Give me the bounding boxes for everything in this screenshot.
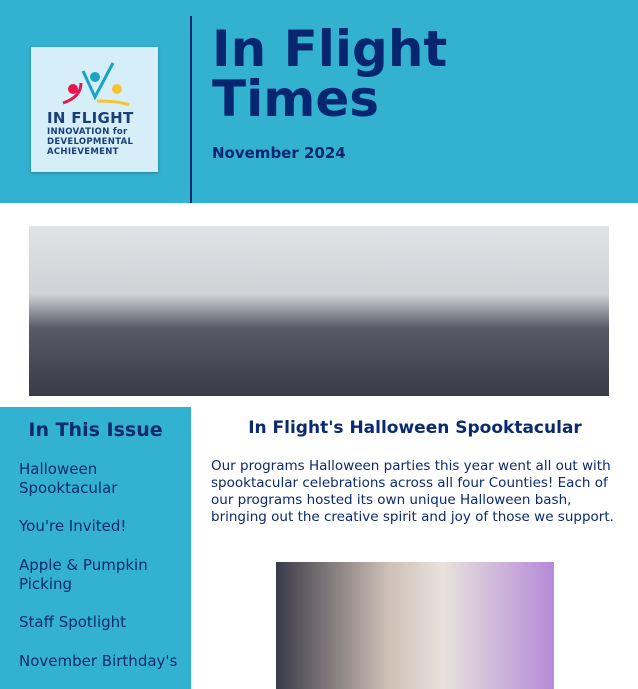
group-halloween-photo [29, 226, 609, 396]
issue-date: November 2024 [212, 144, 346, 162]
logo-figures-icon [61, 61, 131, 107]
in-flight-logo: IN FLIGHT INNOVATION for DEVELOPMENTAL ACHIEVEMENT [31, 47, 158, 172]
toc-item-halloween[interactable]: Halloween Spooktacular [19, 460, 118, 497]
toc-heading: In This Issue [28, 419, 163, 441]
article-heading: In Flight's Halloween Spooktacular [248, 418, 582, 438]
costume-group-photo [276, 562, 554, 689]
toc-item-apple-pumpkin[interactable]: Apple & Pumpkin Picking [19, 556, 148, 593]
toc-item-staff-spotlight[interactable]: Staff Spotlight [19, 613, 127, 631]
newsletter-title: In Flight Times [212, 20, 448, 128]
toc-item-birthdays[interactable]: November Birthday's [19, 652, 178, 670]
newsletter-header [0, 0, 638, 203]
article-body: Our programs Halloween parties this year went all out with spooktacular celebrations across all four Counties! Each of our programs hosted its own unique Halloween bash, bringing out the creative spirit and joy of those we support. [211, 458, 614, 525]
toc-item-invited[interactable]: You're Invited! [19, 517, 127, 535]
header-divider [190, 16, 192, 203]
table-of-contents [0, 407, 191, 689]
